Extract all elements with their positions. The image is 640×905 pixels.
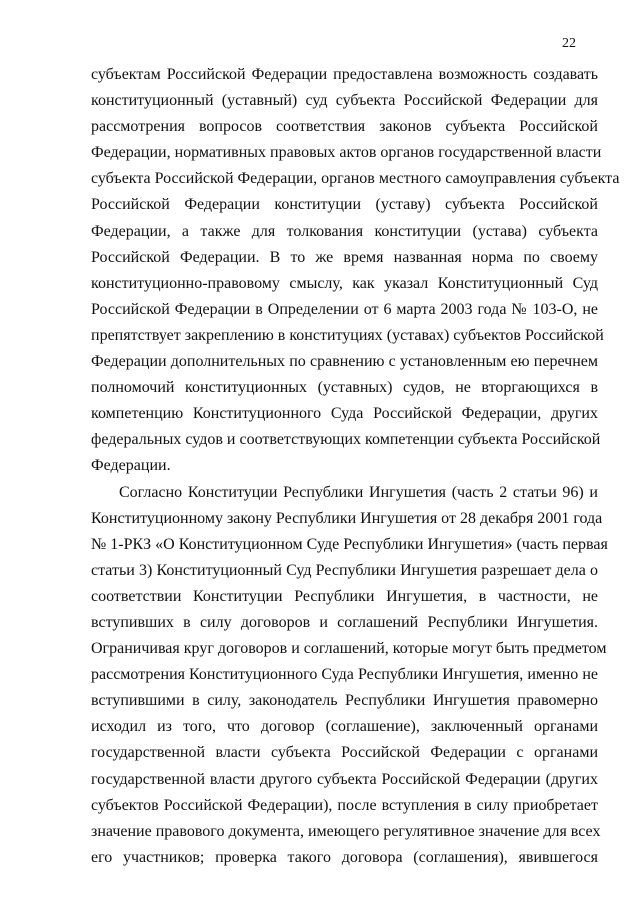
text-line: рассмотрения вопросов соответствия законов субъекта Российской	[91, 118, 598, 136]
text-line: Ограничивая круг договоров и соглашений, которые могут быть предметом	[91, 640, 607, 658]
text-line: статьи 3) Конституционный Суд Республики Ингушетия разрешает дела о	[91, 561, 598, 579]
text-line: субъектам Российской Федерации предоставлена возможность создавать	[91, 66, 598, 83]
paragraph	[91, 62, 620, 480]
text-line: Федерации.	[91, 457, 171, 475]
text-line: конституционно-правовому смыслу, как указал Конституционный Суд	[91, 274, 598, 292]
text-line: исходил из того, что договор (соглашение), заключенный органами	[91, 718, 598, 736]
text-line: Согласно Конституции Республики Ингушетия (часть 2 статьи 96) и	[119, 483, 598, 501]
text-line: значение правового документа, имеющего регулятивное значение для всех	[91, 822, 601, 840]
text-line: № 1-РКЗ «О Конституционном Суде Республики Ингушетия» (часть первая	[91, 535, 608, 553]
text-line: Российской Федерации. В то же время названная норма по своему	[91, 248, 598, 266]
paragraph	[91, 480, 608, 871]
text-line: государственной власти субъекта Российской Федерации с органами	[91, 744, 598, 762]
text-line: федеральных судов и соответствующих компетенции субъекта Российской	[91, 431, 601, 449]
text-line: соответствии Конституции Республики Ингушетия, в частности, не	[91, 587, 598, 605]
text-line: субъекта Российской Федерации, органов местного самоуправления субъекта	[91, 170, 620, 188]
text-line: рассмотрения Конституционного Суда Республики Ингушетия, именно не	[91, 666, 598, 684]
text-line: Федерации, нормативных правовых актов органов государственной власти	[91, 144, 602, 162]
document-body	[91, 62, 620, 871]
text-line: вступившими в силу, законодатель Республики Ингушетия правомерно	[91, 692, 598, 710]
text-line: субъектов Российской Федерации), после вступления в силу приобретает	[91, 796, 598, 814]
text-line: Федерации дополнительных по сравнению с установленным ею перечнем	[91, 353, 598, 371]
text-line: Российской Федерации в Определении от 6 марта 2003 года № 103-О, не	[91, 300, 598, 318]
text-line: его участников; проверка такого договора (соглашения), явившегося	[91, 848, 598, 866]
text-line: препятствует закреплению в конституциях (уставах) субъектов Российской	[91, 326, 604, 344]
text-line: Конституционному закону Республики Ингушетия от 28 декабря 2001 года	[91, 509, 603, 527]
page-number: 22	[562, 36, 576, 51]
text-line: Российской Федерации конституции (уставу) субъекта Российской	[91, 196, 598, 214]
text-line: вступивших в силу договоров и соглашений Республики Ингушетия.	[91, 613, 598, 631]
text-line: конституционный (уставный) суд субъекта Российской Федерации для	[91, 92, 598, 110]
text-line: компетенцию Конституционного Суда Российской Федерации, других	[91, 405, 598, 423]
text-line: Федерации, а также для толкования конституции (устава) субъекта	[91, 222, 598, 240]
text-line: государственной власти другого субъекта Российской Федерации (других	[91, 770, 598, 788]
text-line: полномочий конституционных (уставных) судов, не вторгающихся в	[91, 379, 598, 397]
